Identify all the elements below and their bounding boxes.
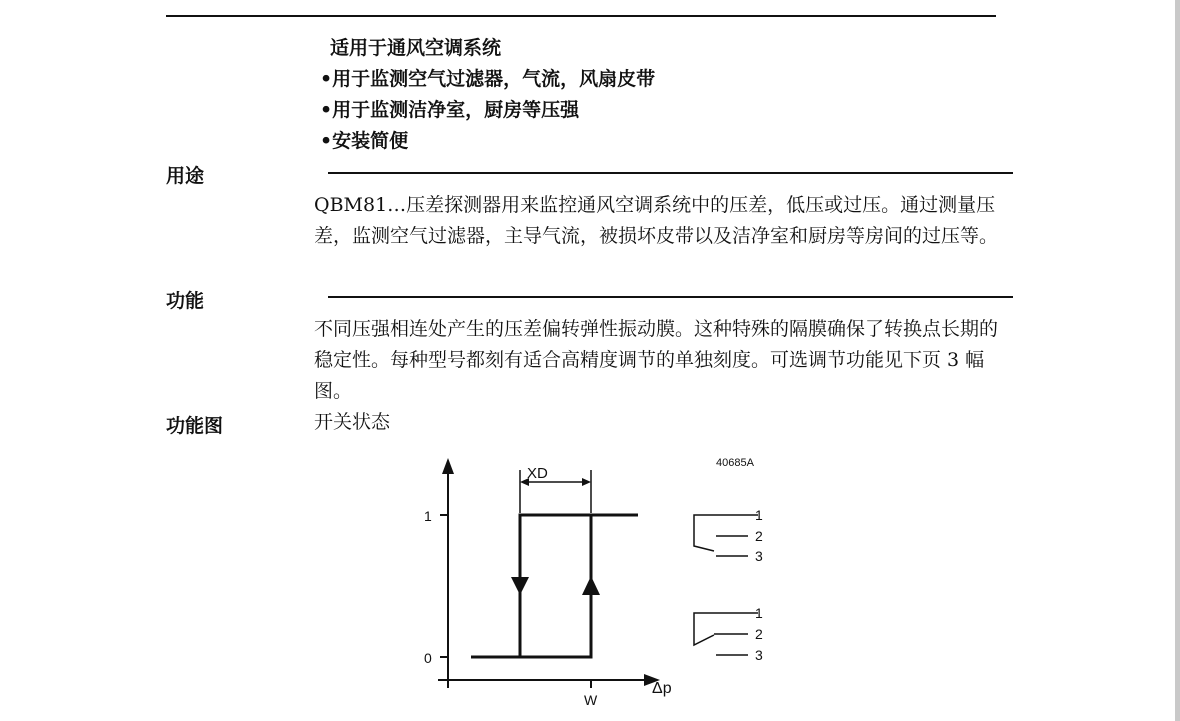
feature-item-1-text: 用于监测空气过滤器，气流，风扇皮带 — [332, 68, 656, 90]
usage-text: QBM81…压差探测器用来监控通风空调系统中的压差，低压或过压。通过测量压差，监测空气过滤器，主导气流，被损坏皮带以及洁净室和厨房等房间的过压等。 — [314, 194, 999, 247]
state-high-line — [520, 515, 638, 657]
y-tick-label-1: 1 — [424, 508, 432, 524]
xd-arrow-right — [582, 478, 591, 486]
feature-title: 适用于通风空调系统 — [330, 37, 502, 59]
up-arrow — [582, 576, 600, 595]
usage-heading: 用途 — [166, 165, 205, 187]
down-arrow — [511, 577, 529, 595]
y-axis-arrow — [442, 458, 454, 474]
xd-label: XD — [527, 465, 548, 482]
bullet: • — [320, 68, 333, 90]
function-heading: 功能 — [166, 290, 205, 312]
state-low-line — [471, 515, 591, 657]
diagram-heading: 功能图 — [166, 415, 224, 437]
bullet: • — [320, 99, 333, 121]
diagram-subheading: 开关状态 — [314, 411, 391, 433]
x-tick-label-w: W — [584, 692, 598, 708]
contact-bottom-terminal-1 — [694, 613, 758, 645]
contact-bottom-label-2: 2 — [755, 626, 763, 642]
contact-bottom-label-3: 3 — [755, 647, 763, 663]
contact-top-label-2: 2 — [755, 528, 763, 544]
x-axis-label: Δp — [652, 680, 672, 697]
y-tick-label-0: 0 — [424, 650, 432, 666]
figure-code: 40685A — [716, 457, 754, 469]
contact-top-label-3: 3 — [755, 548, 763, 564]
contact-bottom-label-1: 1 — [755, 605, 763, 621]
contact-top-common — [694, 515, 758, 551]
feature-item-3-text: 安装简便 — [332, 130, 409, 152]
function-text: 不同压强相连处产生的压差偏转弹性振动膜。这种特殊的隔膜确保了转换点长期的稳定性。每种型号都刻有适合高精度调节的单独刻度。可选调节功能见下页 3 幅图。 — [314, 318, 999, 402]
bullet: • — [320, 130, 333, 152]
contact-top-label-1: 1 — [755, 507, 763, 523]
feature-item-2-text: 用于监测洁净室，厨房等压强 — [332, 99, 580, 121]
